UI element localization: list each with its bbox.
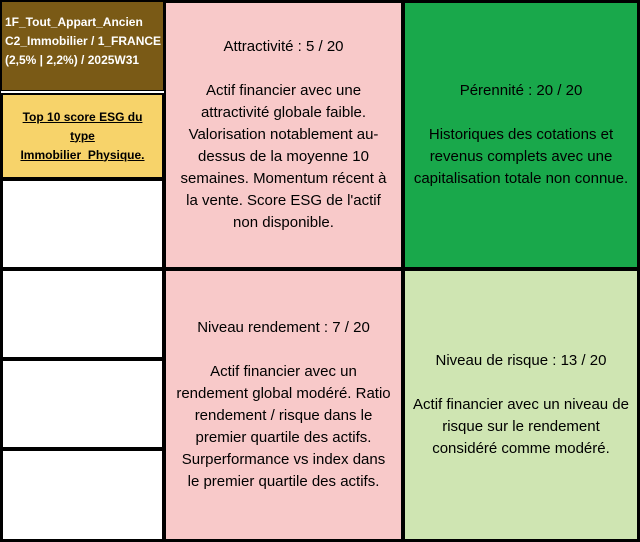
perennite-text: Historiques des cotations et revenus complets avec une capitalisation totale non connue. (413, 126, 629, 187)
top10-esg-link[interactable]: Top 10 score ESG du type Immobilier_Physique. (1, 93, 164, 179)
attractivite-title: Attractivité : 5 / 20 (223, 38, 344, 55)
risque-panel (403, 269, 639, 541)
rendement-text: Actif financier avec un rendement global modéré. Ratio rendement / risque dans le premier quartile des actifs. Surperformance vs index dans le premier quartile des actifs. (176, 363, 391, 490)
asset-name: 1F_Tout_Appart_Ancien (5, 15, 143, 29)
perennite-panel (403, 1, 639, 269)
empty-cell-1 (1, 179, 164, 269)
attractivite-text: Actif financier avec une attractivité globale faible. Valorisation notablement au-dessus de la moyenne 10 semaines. Momentum récent à la vente. Score ESG de l'actif non disponible. (180, 82, 387, 231)
rendement-panel (164, 269, 403, 541)
empty-cell-3 (1, 359, 164, 449)
asset-header (1, 1, 164, 91)
perennite-title: Pérennité : 20 / 20 (459, 82, 583, 99)
asset-rates-week: (2,5% | 2,2%) / 2025W31 (5, 53, 140, 67)
risque-title: Niveau de risque : 13 / 20 (435, 352, 607, 369)
risque-text: Actif financier avec un niveau de risque sur le rendement considéré comme modéré. (413, 396, 629, 457)
empty-cell-4 (1, 449, 164, 541)
empty-cell-2 (1, 269, 164, 359)
rendement-title: Niveau rendement : 7 / 20 (197, 319, 370, 336)
asset-category: C2_Immobilier / 1_FRANCE (5, 34, 162, 48)
attractivite-panel (164, 1, 403, 269)
